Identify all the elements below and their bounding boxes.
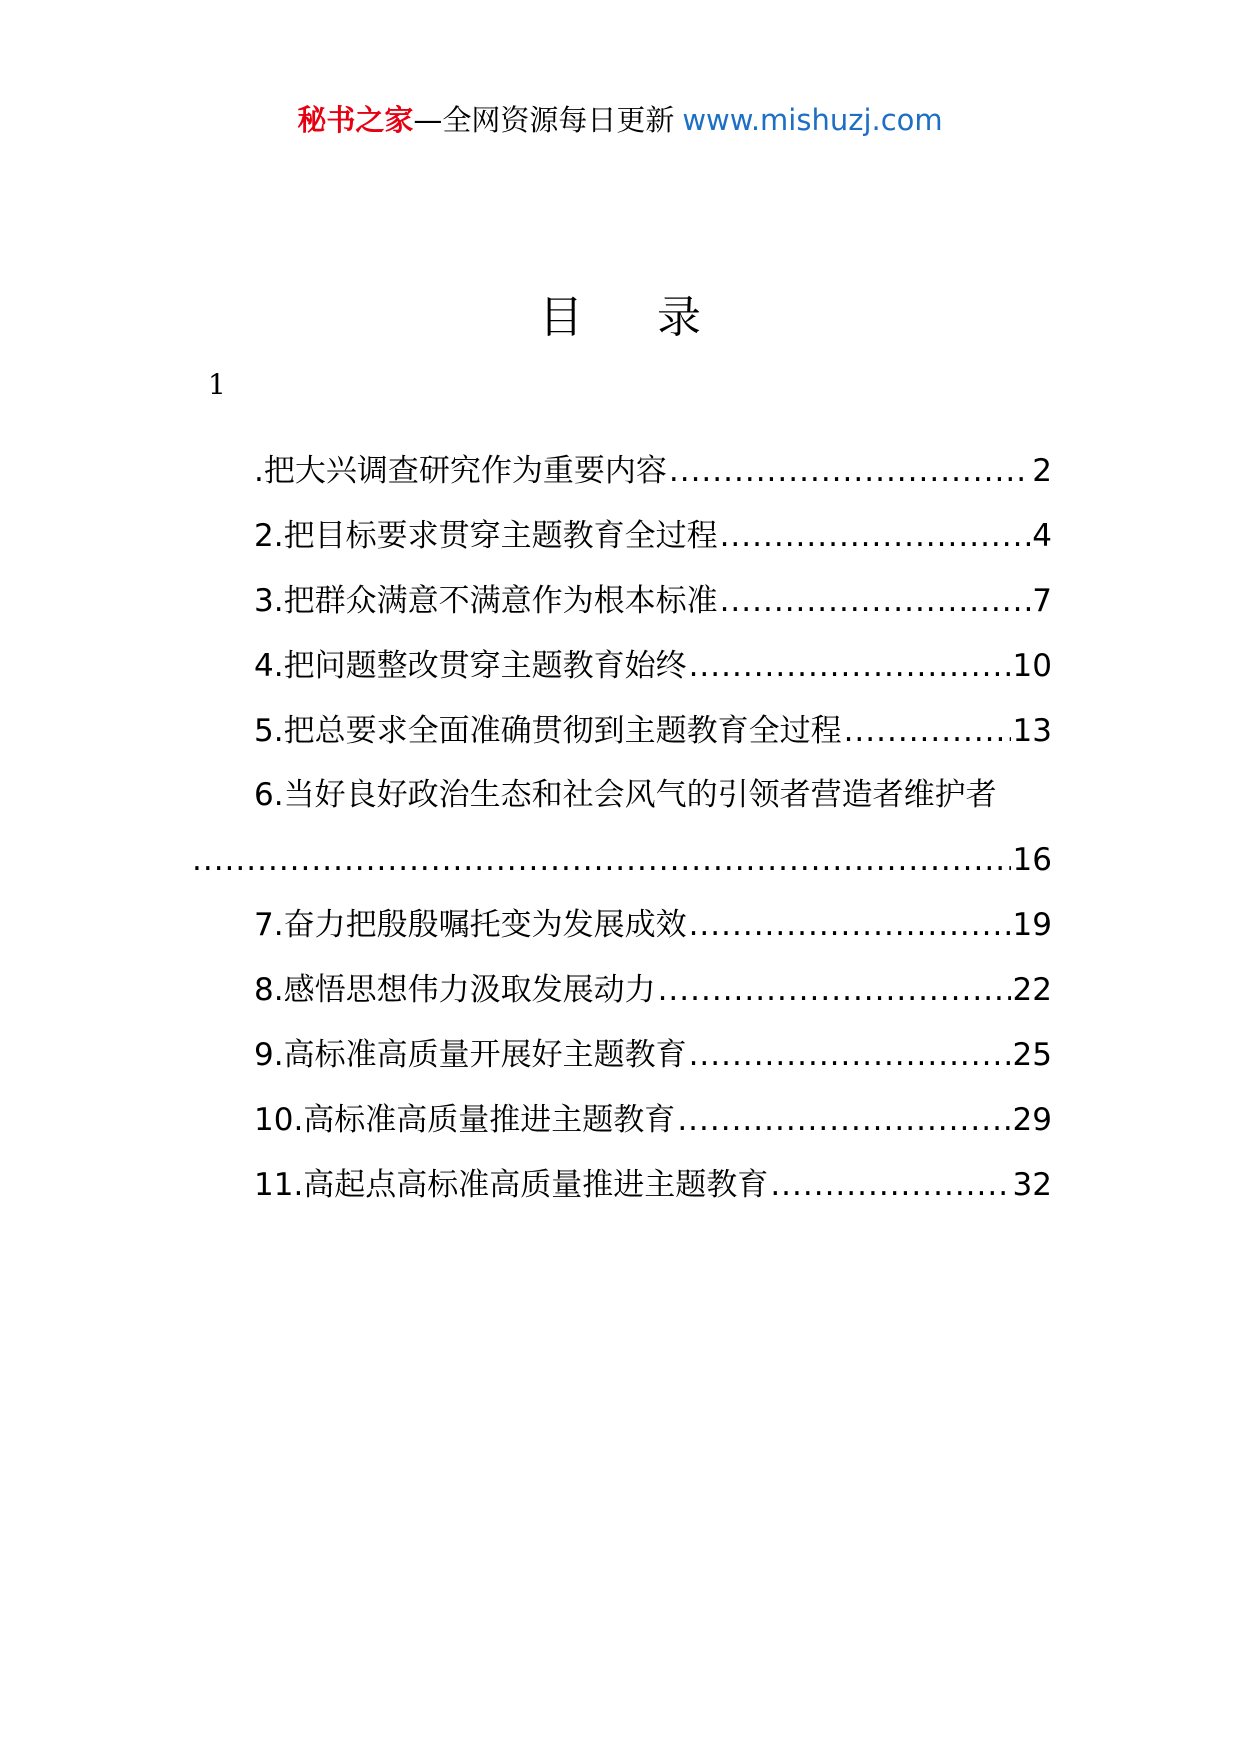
- toc-entry[interactable]: [190, 688, 1052, 753]
- toc-entry-title: 3.把群众满意不满意作为根本标准: [254, 583, 718, 619]
- toc-title: 目 录: [539, 292, 731, 343]
- brand-name: 秘书之家: [297, 103, 414, 137]
- toc-dot-leader: [658, 968, 1011, 1012]
- toc-entry[interactable]: [190, 493, 1052, 558]
- toc-dot-leader: [770, 1163, 1010, 1207]
- toc-entry-page: 22: [1012, 972, 1052, 1008]
- toc-entry-title: 6.当好良好政治生态和社会风气的引领者营造者维护者: [254, 777, 997, 813]
- header-tagline: —全网资源每日更新: [413, 103, 675, 137]
- toc-entry-page: 7: [1032, 583, 1052, 619]
- site-url-link[interactable]: www.mishuzj.com: [682, 103, 943, 137]
- toc-entry-title: 9.高标准高质量开展好主题教育: [254, 1037, 687, 1073]
- toc-dot-leader: [844, 709, 1011, 753]
- toc-dot-leader: [689, 1033, 1011, 1077]
- toc-entry[interactable]: [190, 428, 1052, 493]
- toc-entry-page: 29: [1012, 1102, 1052, 1138]
- toc-entry[interactable]: [190, 947, 1052, 1012]
- page-header: [0, 100, 1240, 140]
- toc-dot-leader: [677, 1098, 1010, 1142]
- toc-entry-title: 5.把总要求全面准确贯彻到主题教育全过程: [254, 713, 842, 749]
- toc-dot-leader: [720, 579, 1031, 623]
- toc-entry-title: 10.高标准高质量推进主题教育: [254, 1102, 676, 1138]
- toc-entry-page: 16: [1012, 842, 1052, 878]
- toc-entry-page: 19: [1012, 907, 1052, 943]
- toc-entry-title: 7.奋力把殷殷嘱托变为发展成效: [254, 907, 687, 943]
- toc-entry-page: 4: [1032, 518, 1052, 554]
- toc-entry-title: 11.高起点高标准高质量推进主题教育: [254, 1167, 769, 1203]
- toc-entry[interactable]: [190, 558, 1052, 623]
- toc-dot-leader: [720, 514, 1031, 558]
- page-number-mark: 1: [208, 368, 226, 401]
- toc-dot-leader: [669, 449, 1030, 493]
- toc-entry-page: 13: [1012, 713, 1052, 749]
- toc-entry[interactable]: [190, 882, 1052, 947]
- toc-dot-leader: [192, 838, 1011, 882]
- toc-entry-page: 2: [1032, 453, 1052, 489]
- toc-entry-title: 8.感悟思想伟力汲取发展动力: [254, 972, 656, 1008]
- toc-entry[interactable]: [190, 623, 1052, 688]
- toc-dot-leader: [689, 644, 1011, 688]
- toc-entry-page: 25: [1012, 1037, 1052, 1073]
- toc-entry[interactable]: [190, 1142, 1052, 1207]
- toc-entry[interactable]: [190, 1012, 1052, 1077]
- toc-dot-leader: [689, 903, 1011, 947]
- toc-entry-title: .把大兴调查研究作为重要内容: [254, 453, 667, 489]
- toc-entry-title: 2.把目标要求贯穿主题教育全过程: [254, 518, 718, 554]
- toc-entry-title: 4.把问题整改贯穿主题教育始终: [254, 648, 687, 684]
- toc-entry-continuation[interactable]: [190, 817, 1052, 882]
- toc-entry-page: 32: [1012, 1167, 1052, 1203]
- table-of-contents: [190, 428, 1052, 1207]
- toc-entry[interactable]: [190, 1077, 1052, 1142]
- toc-entry-page: 10: [1012, 648, 1052, 684]
- toc-entry[interactable]: [190, 753, 1052, 817]
